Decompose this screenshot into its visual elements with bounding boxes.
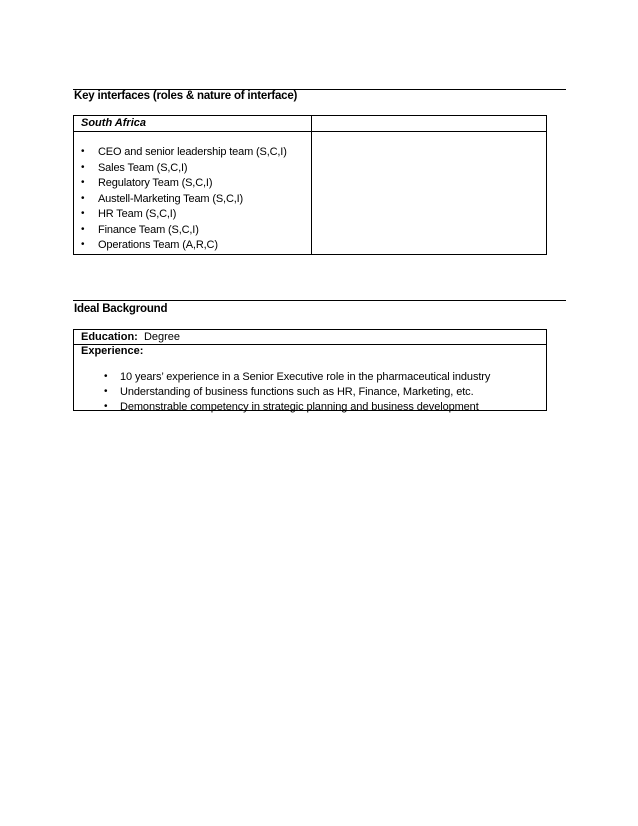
- ideal-background-table: [73, 329, 547, 411]
- bullet-icon: •: [104, 386, 108, 397]
- list-item: • Demonstrable competency in strategic planning and business development: [104, 401, 479, 413]
- bullet-icon: •: [104, 371, 108, 382]
- list-item: • Operations Team (A,R,C): [81, 239, 218, 251]
- bullet-icon: •: [81, 177, 85, 188]
- key-interfaces-table: [73, 115, 547, 255]
- section-rule: [73, 300, 566, 301]
- list-item: • Understanding of business functions such as HR, Finance, Marketing, etc.: [104, 386, 474, 398]
- interfaces-list: [74, 146, 287, 255]
- experience-label: Experience:: [81, 345, 144, 357]
- bullet-icon: •: [81, 161, 85, 173]
- bullet-icon: •: [104, 401, 108, 412]
- education-row: [81, 331, 180, 343]
- table-row-divider: [74, 344, 546, 345]
- list-item: • HR Team (S,C,I): [81, 208, 177, 220]
- list-item: • Sales Team (S,C,I): [81, 161, 188, 174]
- experience-list: [74, 371, 490, 416]
- table-column-divider: [311, 116, 312, 254]
- list-item: • Regulatory Team (S,C,I): [81, 177, 213, 189]
- ideal-background-heading: Ideal Background: [74, 303, 168, 315]
- education-value: Degree: [143, 331, 181, 343]
- bullet-icon: •: [81, 239, 85, 250]
- bullet-icon: •: [81, 192, 85, 204]
- bullet-icon: •: [81, 208, 85, 219]
- list-item: • Austell-Marketing Team (S,C,I): [81, 192, 244, 205]
- table-row-divider: [74, 131, 546, 132]
- list-item: • Finance Team (S,C,I): [81, 223, 199, 236]
- region-label: South Africa: [81, 117, 146, 129]
- bullet-icon: •: [81, 146, 85, 157]
- bullet-icon: •: [81, 223, 85, 235]
- key-interfaces-heading: Key interfaces (roles & nature of interface): [74, 90, 298, 102]
- list-item: • CEO and senior leadership team (S,C,I): [81, 146, 287, 158]
- education-label: Education:: [81, 331, 138, 343]
- list-item: • 10 years’ experience in a Senior Executive role in the pharmaceutical industry: [104, 371, 491, 383]
